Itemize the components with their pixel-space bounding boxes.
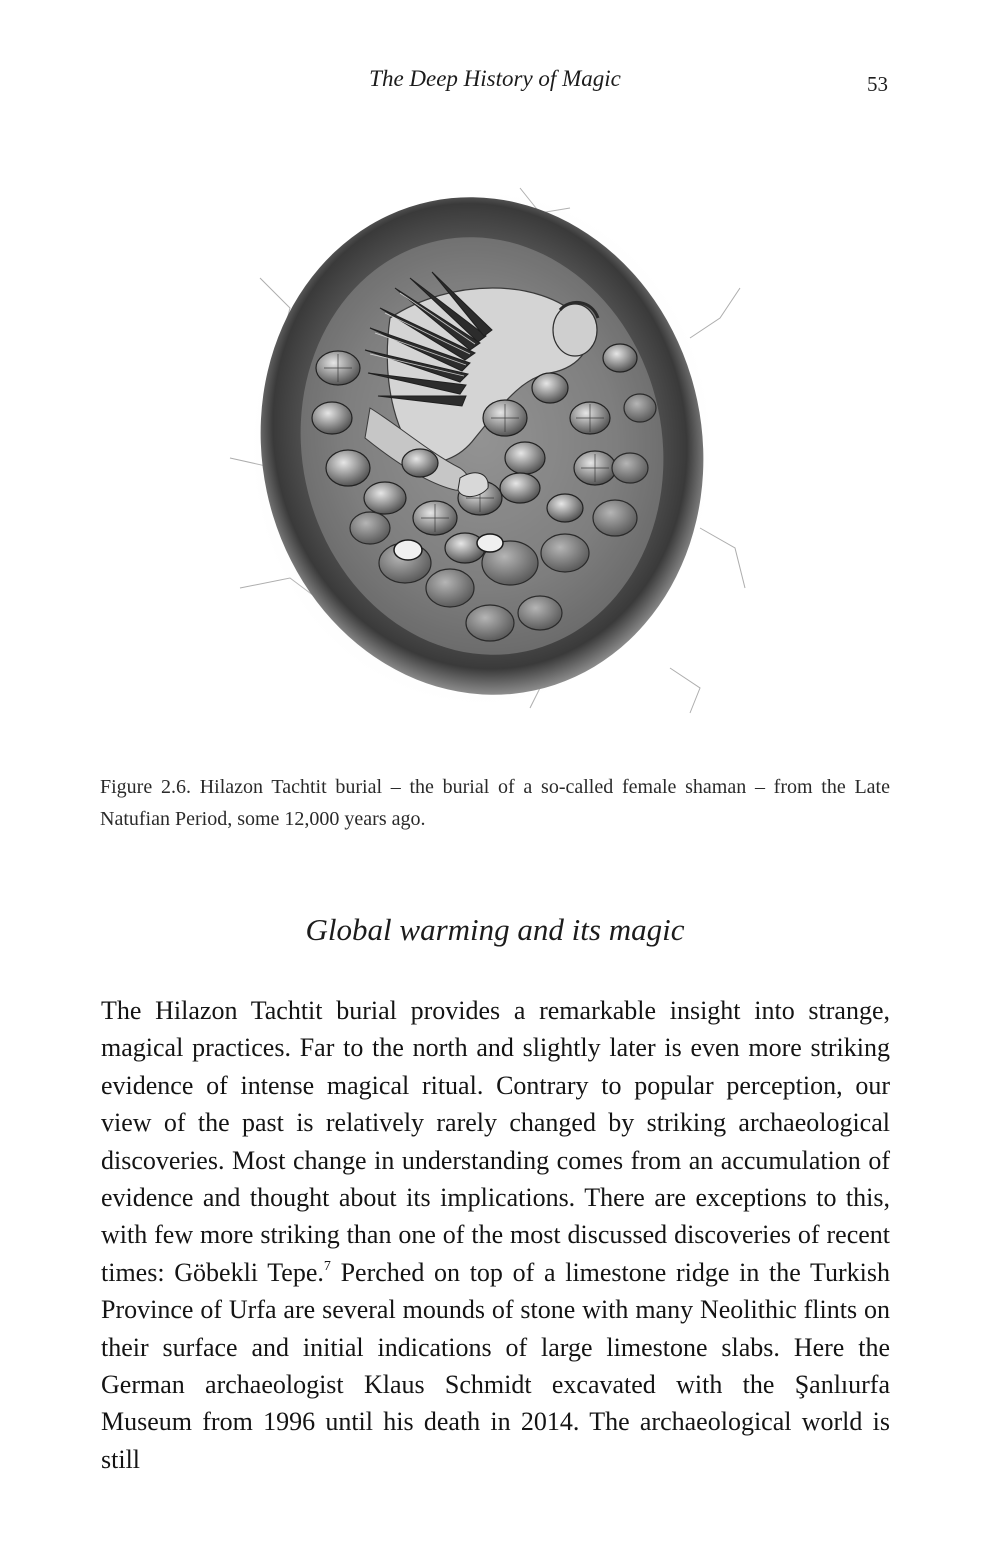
running-head [100, 66, 890, 106]
body-text-part-1: The Hilazon Tachtit burial provides a remarkable insight into strange, magical practices. Far to the north and slightly later is even more striking evidence of intense magical ritual. Contrary to popular perception, our view of the past is relatively rarely changed by striking archaeological discoveries. Most change in understanding comes from an accumulation of evidence and thought about its implications. There are exceptions to this, with few more striking than one of the most discussed discoveries of recent times: Göbekli Tepe. [101, 996, 890, 1287]
page-number: 53 [867, 72, 888, 96]
burial-illustration-icon [220, 168, 750, 728]
section-heading: Global warming and its magic [305, 912, 685, 947]
running-title: The Deep History of Magic [369, 66, 621, 91]
figure [220, 168, 750, 728]
figure-caption: Figure 2.6. Hilazon Tachtit burial – the burial of a so-called female shaman – from the Late Natufian Period, some 12,000 years ago. [100, 776, 890, 830]
body-paragraph [101, 992, 890, 1478]
body-text-part-2: Perched on top of a limestone ridge in the Turkish Province of Urfa are several mounds of stone with many Neolithic flints on their surface and initial indications of large limestone slabs. Here the German archaeologist Klaus Schmidt excavated with the Şanlıurfa Museum from 1996 until his death in 2014. The archaeological world is still [101, 1257, 890, 1474]
footnote-ref[interactable]: 7 [323, 1258, 331, 1274]
